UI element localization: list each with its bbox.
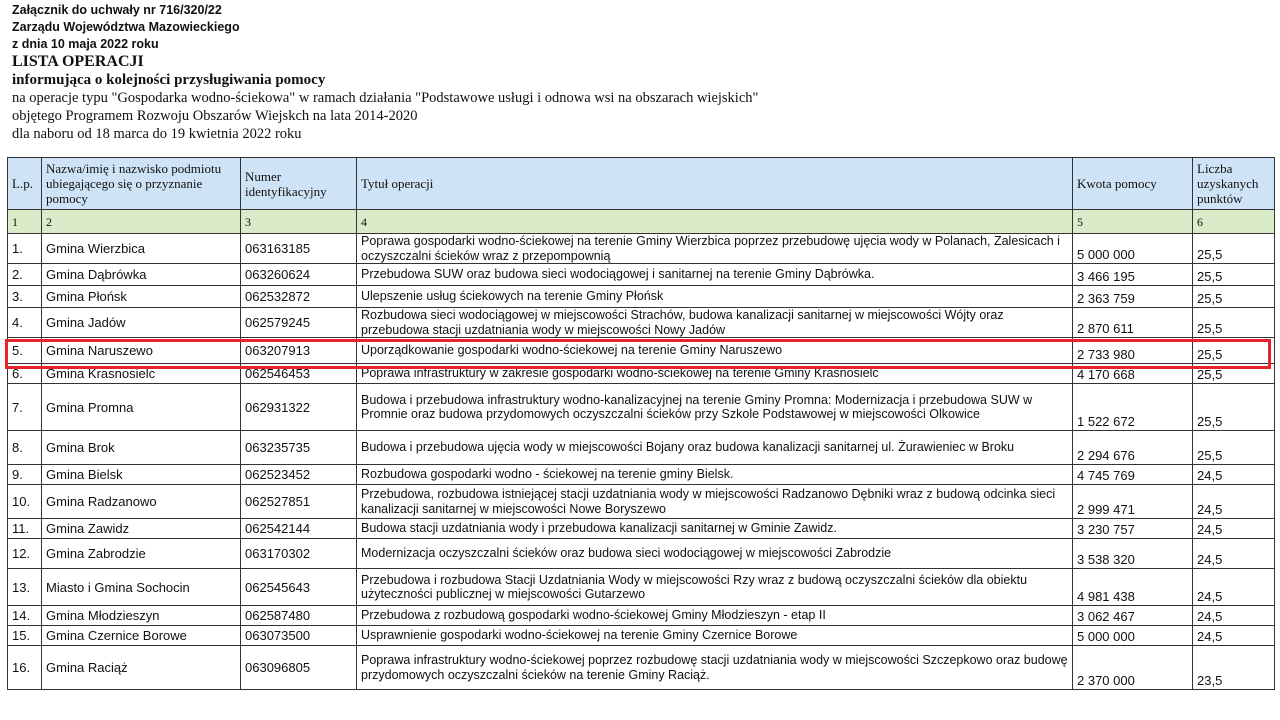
col-number: 4 [357,210,1073,234]
col-header-title: Tytuł operacji [357,158,1073,210]
cell-amount: 4 170 668 [1073,364,1193,384]
cell-id: 062545643 [241,569,357,606]
col-number: 2 [42,210,241,234]
cell-lp: 1. [8,234,42,264]
cell-title: Rozbudowa gospodarki wodno - ściekowej na terenie gminy Bielsk. [357,465,1073,485]
cell-title: Poprawa infrastruktury wodno-ściekowej poprzez rozbudowę stacji uzdatniania wody w miejscowości Szczepkowo oraz budowę przydomowych oczyszczalni ścieków na terenie Gminy Raciąż. [357,646,1073,690]
cell-name: Gmina Naruszewo [42,338,241,364]
cell-lp: 6. [8,364,42,384]
cell-name: Gmina Bielsk [42,465,241,485]
cell-points: 25,5 [1193,308,1275,338]
table-row [8,626,1275,646]
cell-lp: 14. [8,606,42,626]
table-header [8,158,1275,234]
table-body [8,234,1275,690]
cell-title: Poprawa gospodarki wodno-ściekowej na terenie Gminy Wierzbica poprzez przebudowę ujęcia wody w Polanach, Zalesicach i oczyszczalni ścieków wraz z przepompownią [357,234,1073,264]
table-row [8,338,1275,364]
cell-points: 25,5 [1193,286,1275,308]
description-line-3: dla naboru od 18 marca do 19 kwietnia 2022 roku [12,126,302,142]
col-header-points: Liczba uzyskanych punktów [1193,158,1275,210]
cell-amount: 3 230 757 [1073,519,1193,539]
cell-id: 063260624 [241,264,357,286]
cell-title: Przebudowa SUW oraz budowa sieci wodociągowej i sanitarnej na terenie Gminy Dąbrówka. [357,264,1073,286]
cell-title: Budowa stacji uzdatniania wody i przebudowa kanalizacji sanitarnej w Gminie Zawidz. [357,519,1073,539]
cell-title: Budowa i przebudowa ujęcia wody w miejscowości Bojany oraz budowa kanalizacji sanitarnej ul. Żurawieniec w Broku [357,431,1073,465]
cell-lp: 15. [8,626,42,646]
cell-name: Gmina Wierzbica [42,234,241,264]
cell-points: 25,5 [1193,338,1275,364]
page-subtitle: informująca o kolejności przysługiwania pomocy [12,72,326,88]
cell-id: 062523452 [241,465,357,485]
cell-amount: 2 733 980 [1073,338,1193,364]
cell-amount: 3 538 320 [1073,539,1193,569]
cell-title: Budowa i przebudowa infrastruktury wodno-kanalizacyjnej na terenie Gminy Promna: Modernizacja i przebudowa SUW w Promnie oraz budowa przydomowych oczyszczalni ścieków przy Szkole Podstawowej w miejscowości Olkowice [357,384,1073,431]
cell-id: 063073500 [241,626,357,646]
col-header-amount: Kwota pomocy [1073,158,1193,210]
table-row [8,234,1275,264]
col-number: 5 [1073,210,1193,234]
cell-amount: 4 745 769 [1073,465,1193,485]
cell-title: Rozbudowa sieci wodociągowej w miejscowości Strachów, budowa kanalizacji sanitarnej w miejscowości Wójty oraz przebudowa stacji uzdatniania wody w miejscowości Nowy Jadów [357,308,1073,338]
cell-points: 25,5 [1193,431,1275,465]
table-row [8,308,1275,338]
cell-name: Gmina Krasnosielc [42,364,241,384]
cell-amount: 5 000 000 [1073,234,1193,264]
cell-lp: 12. [8,539,42,569]
cell-name: Gmina Zabrodzie [42,539,241,569]
cell-id: 062931322 [241,384,357,431]
cell-name: Gmina Radzanowo [42,485,241,519]
cell-id: 062527851 [241,485,357,519]
cell-points: 24,5 [1193,539,1275,569]
table-row [8,539,1275,569]
cell-lp: 7. [8,384,42,431]
cell-id: 063235735 [241,431,357,465]
cell-points: 24,5 [1193,569,1275,606]
cell-title: Przebudowa z rozbudową gospodarki wodno-ściekowej Gminy Młodzieszyn - etap II [357,606,1073,626]
cell-title: Ulepszenie usług ściekowych na terenie Gminy Płońsk [357,286,1073,308]
cell-amount: 4 981 438 [1073,569,1193,606]
cell-amount: 2 999 471 [1073,485,1193,519]
board-line: Zarządu Województwa Mazowieckiego [12,20,240,34]
cell-lp: 4. [8,308,42,338]
cell-id: 063207913 [241,338,357,364]
resolution-annex-line: Załącznik do uchwały nr 716/320/22 [12,3,222,17]
cell-title: Usprawnienie gospodarki wodno-ściekowej na terenie Gminy Czernice Borowe [357,626,1073,646]
table-row [8,364,1275,384]
cell-amount: 2 370 000 [1073,646,1193,690]
cell-points: 25,5 [1193,264,1275,286]
table-row [8,264,1275,286]
cell-points: 24,5 [1193,606,1275,626]
cell-title: Uporządkowanie gospodarki wodno-ściekowej na terenie Gminy Naruszewo [357,338,1073,364]
cell-name: Gmina Dąbrówka [42,264,241,286]
page-title: LISTA OPERACJI [12,53,144,70]
cell-lp: 5. [8,338,42,364]
cell-points: 24,5 [1193,465,1275,485]
col-number: 1 [8,210,42,234]
column-numbers-row [8,210,1275,234]
col-number: 6 [1193,210,1275,234]
table-row [8,384,1275,431]
cell-lp: 13. [8,569,42,606]
cell-name: Gmina Promna [42,384,241,431]
cell-points: 25,5 [1193,234,1275,264]
table-row [8,286,1275,308]
col-header-id: Numer identyfikacyjny [241,158,357,210]
cell-lp: 16. [8,646,42,690]
cell-id: 062542144 [241,519,357,539]
cell-id: 062532872 [241,286,357,308]
cell-name: Gmina Młodzieszyn [42,606,241,626]
cell-id: 063170302 [241,539,357,569]
cell-amount: 5 000 000 [1073,626,1193,646]
table-row [8,465,1275,485]
table-row [8,569,1275,606]
cell-title: Przebudowa, rozbudowa istniejącej stacji uzdatniania wody w miejscowości Radzanowo Dębniki wraz z budową odcinka sieci kanalizacji sanitarnej w miejscowości Nowe Boryszewo [357,485,1073,519]
cell-amount: 2 294 676 [1073,431,1193,465]
col-header-lp: L.p. [8,158,42,210]
cell-id: 063096805 [241,646,357,690]
cell-title: Przebudowa i rozbudowa Stacji Uzdatniania Wody w miejscowości Rzy wraz z budową oczyszczalni ścieków dla obiektu użyteczności publicznej w miejscowości Gutarzewo [357,569,1073,606]
table-row [8,485,1275,519]
cell-name: Gmina Brok [42,431,241,465]
table-row [8,519,1275,539]
cell-points: 24,5 [1193,485,1275,519]
cell-id: 062587480 [241,606,357,626]
cell-points: 23,5 [1193,646,1275,690]
cell-amount: 2 870 611 [1073,308,1193,338]
table-row [8,431,1275,465]
cell-lp: 9. [8,465,42,485]
cell-title: Poprawa infrastruktury w zakresie gospodarki wodno-ściekowej na terenie Gminy Krasnosielc [357,364,1073,384]
cell-amount: 3 062 467 [1073,606,1193,626]
col-number: 3 [241,210,357,234]
cell-lp: 11. [8,519,42,539]
cell-amount: 3 466 195 [1073,264,1193,286]
cell-points: 24,5 [1193,519,1275,539]
cell-title: Modernizacja oczyszczalni ścieków oraz budowa sieci wodociągowej w miejscowości Zabrodzie [357,539,1073,569]
cell-name: Gmina Płońsk [42,286,241,308]
cell-points: 24,5 [1193,626,1275,646]
description-line-1: na operacje typu "Gospodarka wodno-ściekowa" w ramach działania "Podstawowe usługi i odnowa wsi na obszarach wiejskich" [12,90,759,106]
table-row [8,606,1275,626]
cell-name: Gmina Jadów [42,308,241,338]
cell-lp: 10. [8,485,42,519]
cell-amount: 1 522 672 [1073,384,1193,431]
cell-name: Gmina Zawidz [42,519,241,539]
cell-id: 062579245 [241,308,357,338]
cell-points: 25,5 [1193,384,1275,431]
cell-name: Gmina Czernice Borowe [42,626,241,646]
cell-name: Miasto i Gmina Sochocin [42,569,241,606]
description-line-2: objętego Programem Rozwoju Obszarów Wiejskch na lata 2014-2020 [12,108,418,124]
cell-amount: 2 363 759 [1073,286,1193,308]
operations-table [7,157,1275,690]
cell-lp: 3. [8,286,42,308]
cell-points: 25,5 [1193,364,1275,384]
cell-name: Gmina Raciąż [42,646,241,690]
table-row [8,646,1275,690]
col-header-name: Nazwa/imię i nazwisko podmiotu ubiegającego się o przyznanie pomocy [42,158,241,210]
cell-id: 062546453 [241,364,357,384]
cell-id: 063163185 [241,234,357,264]
date-line: z dnia 10 maja 2022 roku [12,37,159,51]
cell-lp: 8. [8,431,42,465]
cell-lp: 2. [8,264,42,286]
document-header [12,2,758,143]
header-row [8,158,1275,210]
